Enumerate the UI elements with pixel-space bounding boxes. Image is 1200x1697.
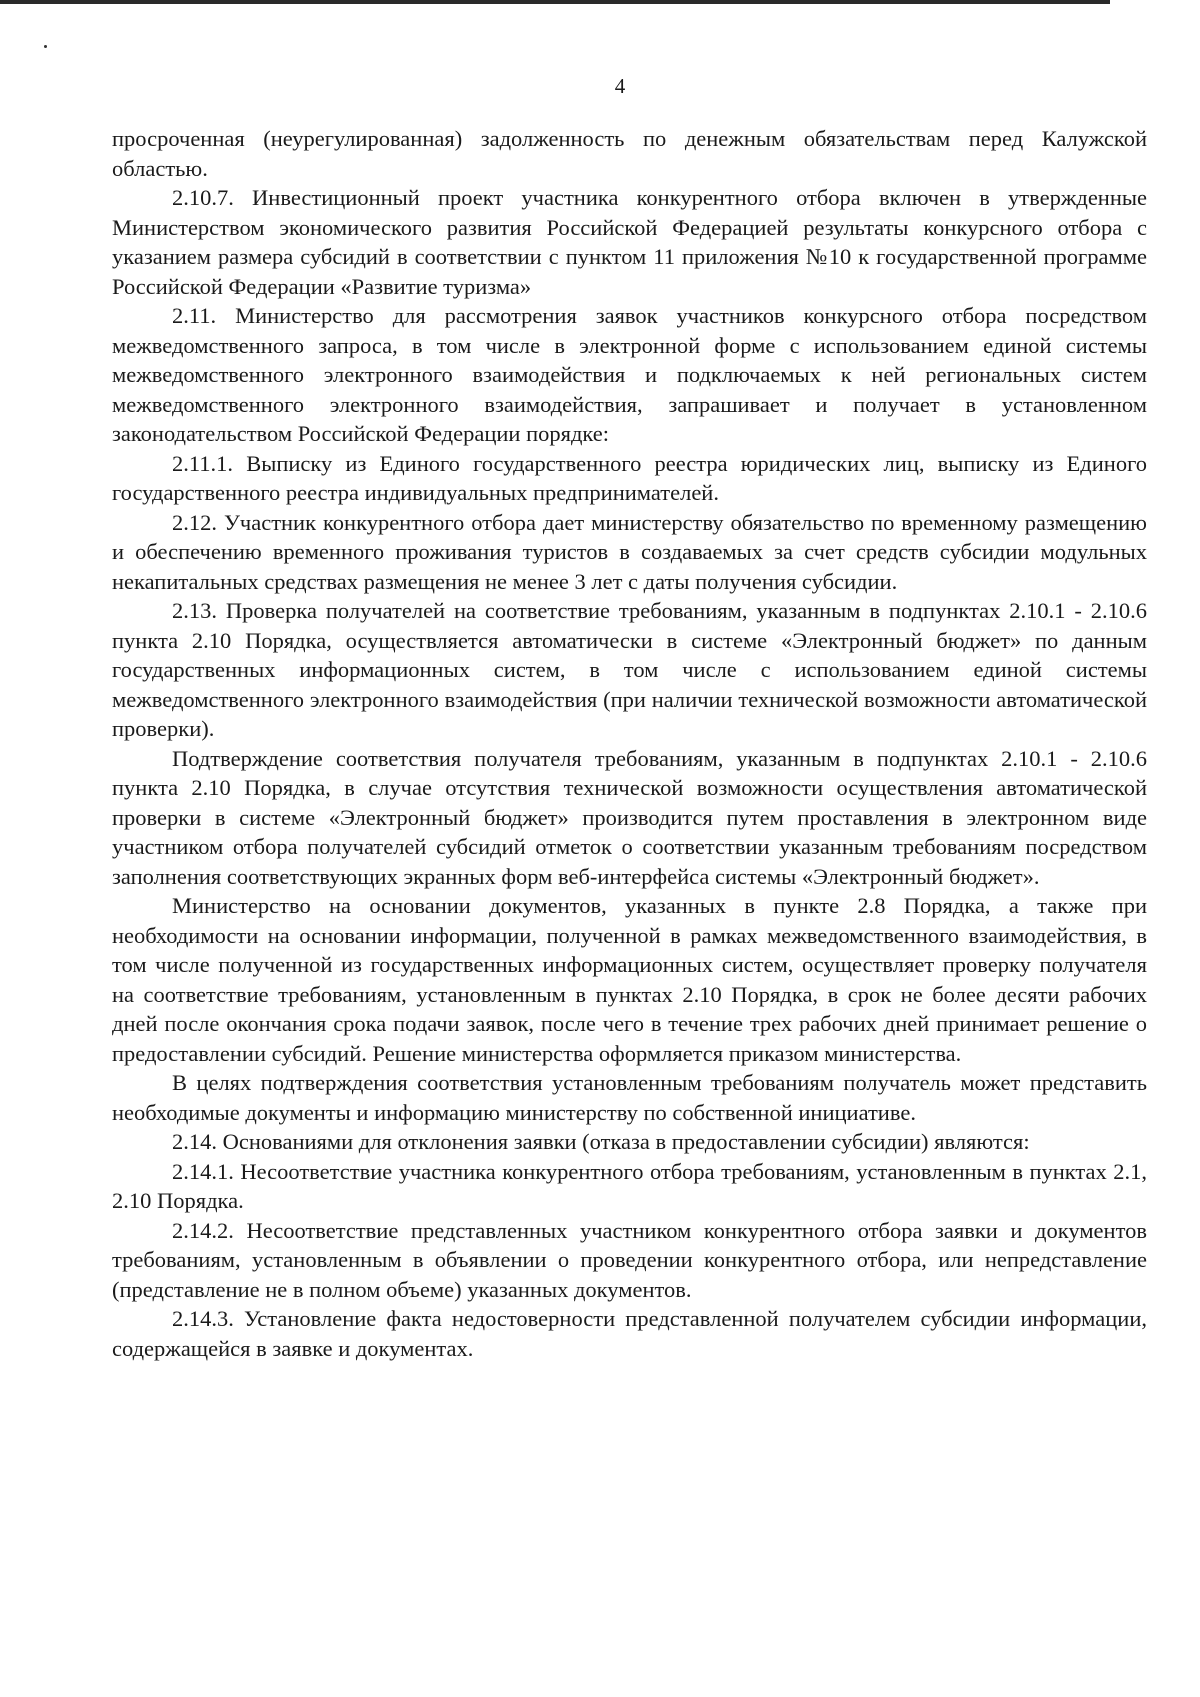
paragraph-2-14-3: 2.14.3. Установление факта недостоверности представленной получателем субсидии информации, содержащейся в заявке и документах. [112,1306,1147,1361]
paragraph-2-14-2: 2.14.2. Несоответствие представленных участником конкурентного отбора заявки и документов требованиям, установленным в объявлении о проведении конкурентного отбора, или непредставление (представление не в полном объеме) указанных документов. [112,1217,1147,1302]
scan-top-border [0,0,1110,4]
paragraph-ministry-check: Министерство на основании документов, указанных в пункте 2.8 Порядка, а также при необходимости на основании информации, полученной в рамках межведомственного взаимодействия, в том числе полученной из государственных информационных систем, осуществляет проверку получателя на соответствие требованиям, установленным в пунктах 2.10 Порядка, в срок не более десяти рабочих дней после окончания срока подачи заявок, после чего в течение трех рабочих дней принимает решение о предоставлении субсидий. Решение министерства оформляется приказом министерства. [112,893,1147,1066]
paragraph-2-14: 2.14. Основаниями для отклонения заявки (отказа в предоставлении субсидии) являются: [172,1129,1030,1154]
paragraph-own-initiative: В целях подтверждения соответствия установленным требованиям получатель может представить необходимые документы и информацию министерству по собственной инициативе. [112,1070,1147,1125]
paragraph-2-10-7: 2.10.7. Инвестиционный проект участника конкурентного отбора включен в утвержденные Министерством экономического развития Российской Федерацией результаты конкурсного отбора с указанием размера субсидий в соответствии с пунктом 11 приложения №10 к государственной программе Российской Федерации «Развитие туризма» [112,185,1147,299]
paragraph-2-11: 2.11. Министерство для рассмотрения заявок участников конкурсного отбора посредством межведомственного запроса, в том числе в электронной форме с использованием единой системы межведомственного электронного взаимодействия и подключаемых к ней региональных систем межведомственного электронного взаимодействия, запрашивает и получает в установленном законодательством Российской Федерации порядке: [112,303,1147,446]
paragraph-2-13: 2.13. Проверка получателей на соответствие требованиям, указанным в подпунктах 2.10.1 - 2.10.6 пункта 2.10 Порядка, осуществляется автоматически в системе «Электронный бюджет» по данным государственных информационных систем, в том числе с использованием единой системы межведомственного электронного взаимодействия (при наличии технической возможности автоматической проверки). [112,598,1147,741]
paragraph-2-11-1: 2.11.1. Выписку из Единого государственного реестра юридических лиц, выписку из Единого государственного реестра индивидуальных предпринимателей. [112,450,1147,505]
document-body [112,124,1147,1363]
paragraph-2-12: 2.12. Участник конкурентного отбора дает министерству обязательство по временному размещению и обеспечению временного проживания туристов в создаваемых за счет средств субсидии модульных некапитальных средствах размещения не менее 3 лет с даты получения субсидии. [112,509,1147,594]
paragraph-continuation: просроченная (неурегулированная) задолженность по денежным обязательствам перед Калужской областью. [112,126,1147,181]
page-number: 4 [614,74,626,98]
scan-speck [44,45,47,48]
paragraph-confirmation: Подтверждение соответствия получателя требованиям, указанным в подпунктах 2.10.1 - 2.10.6 пункта 2.10 Порядка, в случае отсутствия технической возможности осуществления автоматической проверки в системе «Электронный бюджет» производится путем проставления в электронном виде участником отбора получателей субсидий отметок о соответствии указанным требованиям посредством заполнения соответствующих экранных форм веб-интерфейса системы «Электронный бюджет». [112,745,1147,889]
paragraph-2-14-1: 2.14.1. Несоответствие участника конкурентного отбора требованиям, установленным в пунктах 2.1, 2.10 Порядка. [112,1158,1147,1213]
